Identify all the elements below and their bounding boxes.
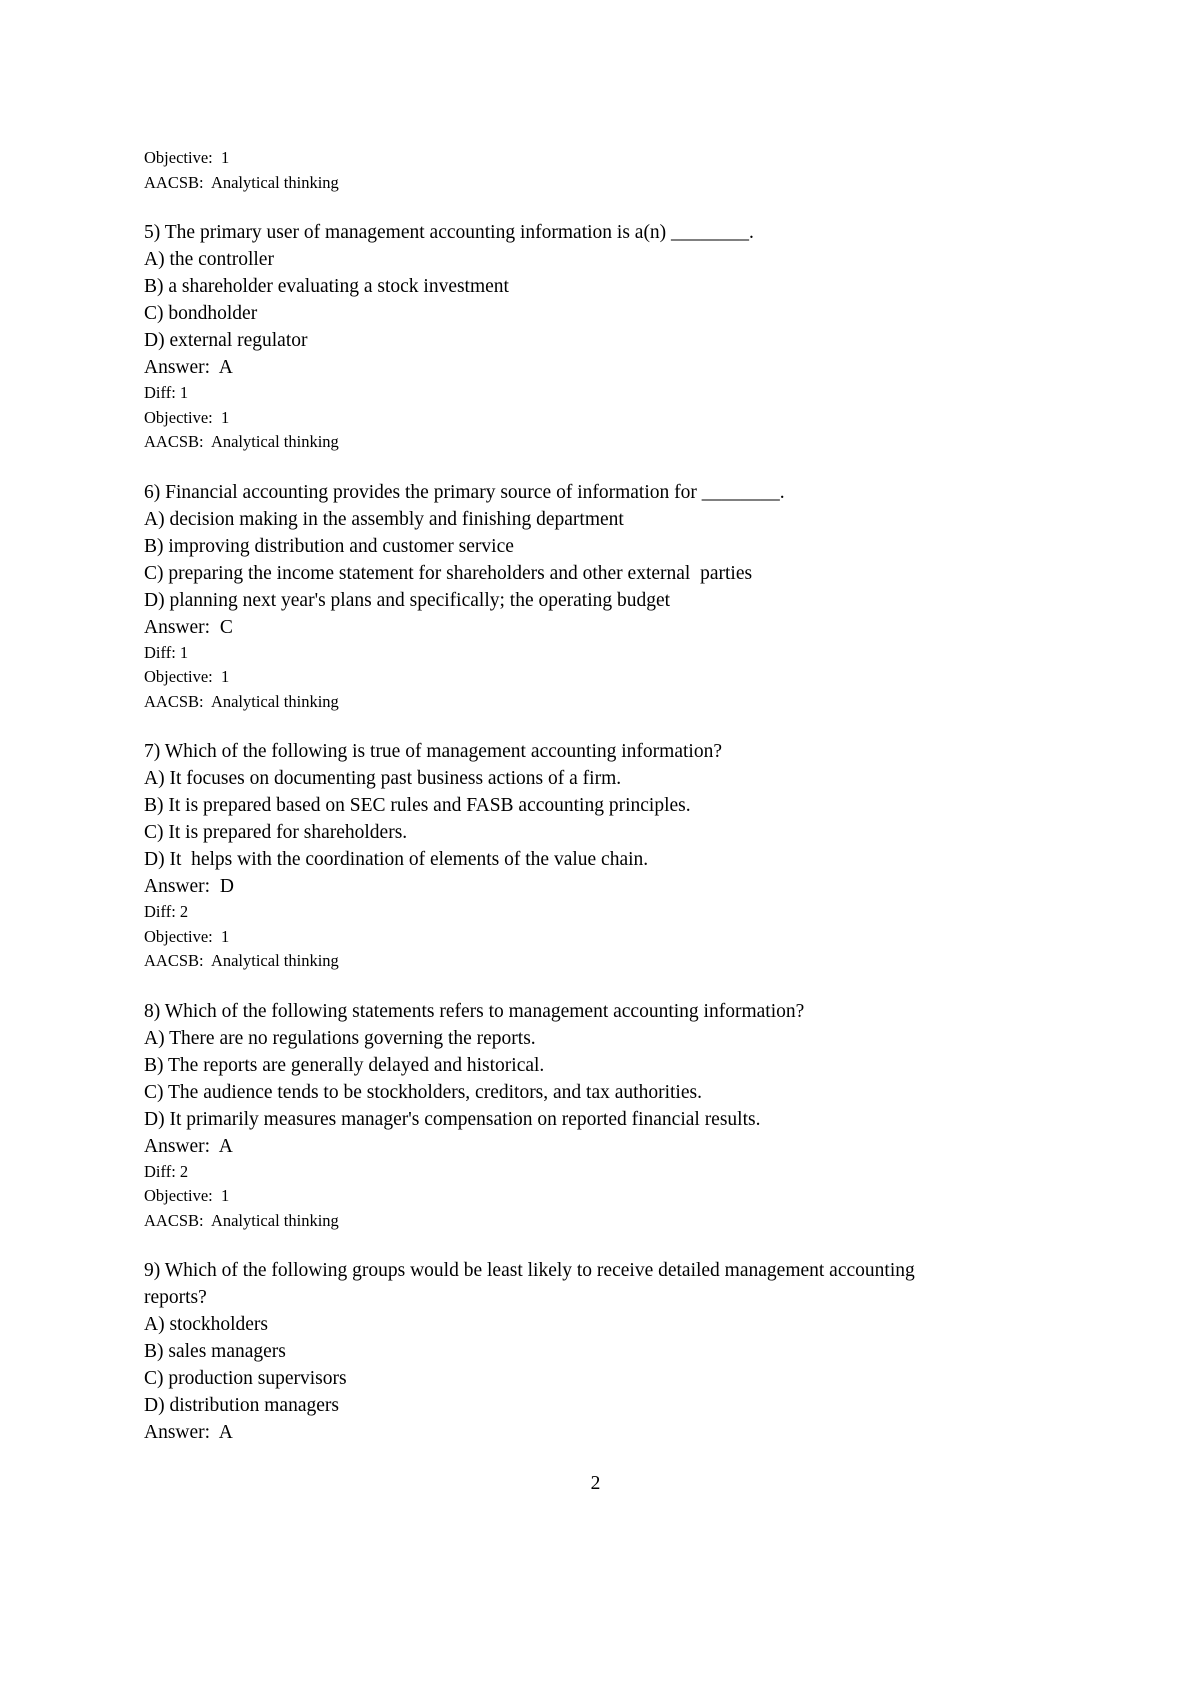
objective-line: Objective: 1	[144, 926, 230, 946]
option-a: A) It focuses on documenting past business actions of a firm.	[144, 768, 622, 789]
option-a: A) There are no regulations governing the reports.	[144, 1027, 536, 1049]
document-page	[144, 146, 1044, 1446]
objective-line: Objective: 1	[144, 407, 230, 427]
question-8	[144, 998, 1044, 1234]
option-d: D) It helps with the coordination of elements of the value chain.	[144, 849, 649, 870]
option-b: B) It is prepared based on SEC rules and FASB accounting principles.	[144, 795, 691, 816]
diff-line: Diff: 2	[144, 902, 189, 921]
answer-line: Answer: A	[144, 1135, 233, 1157]
option-d: D) distribution managers	[144, 1395, 339, 1416]
diff-line: Diff: 2	[144, 1161, 189, 1181]
aacsb-line: AACSB: Analytical thinking	[144, 1210, 339, 1230]
aacsb-line: AACSB: Analytical thinking	[144, 951, 339, 970]
aacsb-line: AACSB: Analytical thinking	[144, 432, 339, 451]
diff-line: Diff: 1	[144, 383, 189, 402]
option-d: D) It primarily measures manager's compensation on reported financial results.	[144, 1108, 761, 1130]
question-stem: 8) Which of the following statements refers to management accounting information?	[144, 1000, 805, 1022]
question-stem: 5) The primary user of management accounting information is a(n) ________.	[144, 222, 754, 243]
option-a: A) stockholders	[144, 1314, 269, 1335]
option-d: D) external regulator	[144, 330, 308, 351]
option-c: C) It is prepared for shareholders.	[144, 822, 408, 843]
option-b: B) improving distribution and customer service	[144, 535, 514, 557]
page-number: 2	[590, 1473, 601, 1494]
question-stem: 6) Financial accounting provides the primary source of information for ________.	[144, 481, 785, 503]
objective-line: Objective: 1	[144, 148, 230, 167]
option-a: A) decision making in the assembly and finishing department	[144, 508, 624, 530]
answer-line: Answer: C	[144, 616, 233, 638]
aacsb-line: AACSB: Analytical thinking	[144, 172, 339, 192]
previous-question-meta	[144, 146, 1044, 195]
option-c: C) The audience tends to be stockholders, creditors, and tax authorities.	[144, 1081, 702, 1103]
option-c: C) bondholder	[144, 303, 258, 324]
option-b: B) The reports are generally delayed and historical.	[144, 1054, 545, 1076]
option-b: B) sales managers	[144, 1341, 286, 1362]
objective-line: Objective: 1	[144, 1186, 230, 1205]
question-6	[144, 479, 1044, 715]
option-b: B) a shareholder evaluating a stock investment	[144, 276, 509, 297]
question-stem: 7) Which of the following is true of management accounting information?	[144, 741, 722, 762]
option-a: A) the controller	[144, 249, 274, 270]
answer-line: Answer: A	[144, 357, 233, 378]
option-d: D) planning next year's plans and specifically; the operating budget	[144, 589, 671, 611]
question-stem-continued: reports?	[144, 1287, 207, 1308]
question-5	[144, 219, 1044, 455]
option-c: C) preparing the income statement for shareholders and other external parties	[144, 562, 753, 584]
option-c: C) production supervisors	[144, 1368, 347, 1389]
aacsb-line: AACSB: Analytical thinking	[144, 691, 339, 711]
objective-line: Objective: 1	[144, 667, 230, 686]
question-stem: 9) Which of the following groups would be least likely to receive detailed management accounting	[144, 1260, 915, 1281]
diff-line: Diff: 1	[144, 642, 189, 662]
question-7	[144, 738, 1044, 974]
answer-line: Answer: A	[144, 1422, 233, 1443]
answer-line: Answer: D	[144, 876, 234, 897]
question-9	[144, 1257, 1044, 1446]
